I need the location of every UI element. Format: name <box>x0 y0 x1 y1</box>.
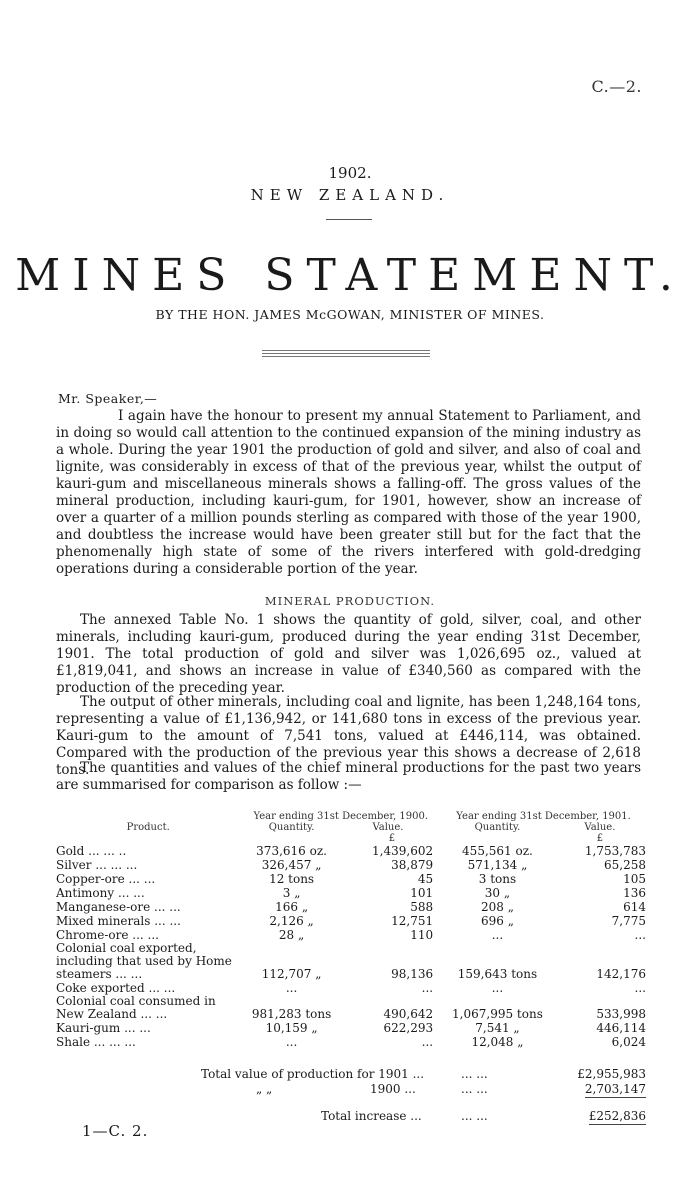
document-year: 1902. <box>328 164 372 182</box>
value-1901: 105 <box>623 872 646 886</box>
paragraph-text: I again have the honour to present my annual Statement to Parliament, and in doing so would call attention to the continued expansion of the mining industry as a whole. During the year 1901 the production of gold and silver, and also of coal and lignite, was considerably in excess of that of the previous year, whilst the output of kauri-gum and miscellaneous minerals shows a falling-off. The gross values of the mineral production, including kauri-gum, for 1901, however, show an increase of over a quarter of a million pounds sterling as compared with those of the year 1900, and doubtless the increase would have been greater still but for the fact that the phenomenally high state of some of the rivers interfered with gold-dredging operations during a considerable portion of the year. <box>56 408 641 577</box>
quantity-1900: 112,707 „ <box>261 967 322 981</box>
table-row <box>56 886 646 900</box>
section-heading: MINERAL PRODUCTION. <box>264 594 436 608</box>
product-name: Colonial coal exported, including that used by Home steamers ... ... <box>56 941 232 981</box>
quantity-1900: 3 „ <box>282 886 301 900</box>
table-row <box>56 914 646 928</box>
document-reference: C.—2. <box>591 77 642 96</box>
currency-symbol: £ <box>388 833 396 844</box>
table-body <box>56 844 646 1049</box>
quantity-1901: 696 „ <box>480 914 514 928</box>
country-heading: NEW ZEALAND. <box>250 186 450 204</box>
product-name: Manganese-ore ... ... <box>56 900 181 914</box>
quantity-1900: ... <box>285 981 298 995</box>
table-row <box>56 844 646 858</box>
table-row <box>56 900 646 914</box>
quantity-1900: 10,159 „ <box>265 1021 318 1035</box>
quantity-1900: 166 „ <box>275 900 309 914</box>
paragraph-text: The quantities and values of the chief mineral productions for the past two years are summarised for comparison as follow :— <box>56 760 641 793</box>
value-1901: 614 <box>623 900 646 914</box>
quantity-1901: 455,561 oz. <box>462 844 533 858</box>
product-name: Coke exported ... ... <box>56 981 176 995</box>
byline: BY THE HON. JAMES McGOWAN, MINISTER OF MINES. <box>155 307 545 322</box>
total-increase-label: Total increase ... <box>321 1109 422 1123</box>
product-name: Antimony ... ... <box>56 886 145 900</box>
quantity-1900: 981,283 tons <box>251 1007 332 1021</box>
product-name: Silver ... ... ... <box>56 858 138 872</box>
table-row <box>56 981 646 995</box>
quantity-1901: 571,134 „ <box>467 858 528 872</box>
table-row <box>56 1021 646 1035</box>
value-1901: 6,024 <box>611 1035 646 1049</box>
value-1900: 588 <box>410 900 434 914</box>
quantity-1901: 159,643 tons <box>457 967 538 981</box>
col-header-quantity-1900: Quantity. <box>268 822 315 833</box>
product-name: Gold ... ... .. <box>56 844 127 858</box>
quantity-1901: ... <box>491 928 504 942</box>
paragraph-summary <box>56 760 641 794</box>
value-1901: ... <box>634 981 646 995</box>
ditto-marks: „ „ <box>256 1082 273 1096</box>
value-1901: 142,176 <box>596 967 646 981</box>
quantity-1900: 326,457 „ <box>261 858 322 872</box>
currency-symbol: £ <box>596 833 604 844</box>
value-1901: 533,998 <box>596 1007 646 1021</box>
product-name: Mixed minerals ... ... <box>56 914 181 928</box>
page-signature: 1—C. 2. <box>82 1122 149 1140</box>
total-1900-value: 2,703,147 <box>584 1082 646 1096</box>
table-currency-row <box>56 833 646 844</box>
value-1900: 622,293 <box>383 1021 434 1035</box>
paragraph-production <box>56 612 641 697</box>
paragraph-intro <box>56 408 641 578</box>
quantity-1901: 30 „ <box>484 886 511 900</box>
total-increase-value: £252,836 <box>588 1109 646 1123</box>
quantity-1900: 2,126 „ <box>269 914 314 928</box>
col-header-product: Product. <box>126 822 170 833</box>
value-1901: ... <box>634 928 646 942</box>
table-column-header <box>56 822 646 833</box>
col-header-value-1900: Value. <box>372 822 404 833</box>
table-row <box>56 995 646 1021</box>
salutation: Mr. Speaker,— <box>58 391 158 406</box>
table-group-header <box>56 811 646 822</box>
product-name: Colonial coal consumed in New Zealand ... ... <box>56 994 216 1021</box>
total-increase-dots: ... ... <box>461 1109 488 1123</box>
total-1901-value: £2,955,983 <box>577 1067 646 1081</box>
page-title: MINES STATEMENT. <box>15 250 685 301</box>
paragraph-text: The output of other minerals, including coal and lignite, has been 1,248,164 tons, representing a value of £1,136,942, or 141,680 tons in excess of the previous year. Kauri-gum to the amount of 7,541 tons, valued at £446,114, was obtained. Compared with the production of the previous year this shows a decrease of 2,618 tons. <box>56 694 641 778</box>
product-name: Copper-ore ... ... <box>56 872 156 886</box>
paragraph-text: The annexed Table No. 1 shows the quantity of gold, silver, coal, and other minerals, including kauri-gum, produced during the year ending 31st December, 1901. The total production of gold and silver was 1,026,695 oz., valued at £1,819,041, and shows an increase in value of £340,560 as compared with the production of the preceding year. <box>56 612 641 696</box>
table-row <box>56 942 646 981</box>
table-row <box>56 1035 646 1049</box>
col-header-value-1901: Value. <box>584 822 616 833</box>
col-header-quantity-1901: Quantity. <box>474 822 521 833</box>
value-1900: 38,879 <box>391 858 434 872</box>
quantity-1901: 208 „ <box>480 900 514 914</box>
product-name: Kauri-gum ... ... <box>56 1021 151 1035</box>
table-row <box>56 928 646 942</box>
short-rule <box>326 219 372 220</box>
group-header-1900: Year ending 31st December, 1900. <box>253 811 429 822</box>
quantity-1901: 12,048 „ <box>471 1035 524 1049</box>
value-1900: 98,136 <box>391 967 434 981</box>
value-1901: 446,114 <box>596 1021 646 1035</box>
ornamental-rule <box>262 350 430 358</box>
table-row <box>56 858 646 872</box>
total-1901-dots: ... ... <box>461 1067 488 1081</box>
value-1901: 1,753,783 <box>584 844 646 858</box>
total-1901-label: Total value of production for 1901 ... <box>201 1067 425 1081</box>
total-1900-dots: ... ... <box>461 1082 488 1096</box>
value-1901: 136 <box>623 886 646 900</box>
quantity-1900: 373,616 oz. <box>256 844 327 858</box>
quantity-1901: ... <box>491 981 504 995</box>
value-1900: ... <box>421 981 434 995</box>
value-1900: 1,439,602 <box>372 844 434 858</box>
quantity-1900: 28 „ <box>278 928 305 942</box>
value-1900: 490,642 <box>383 1007 434 1021</box>
quantity-1901: 1,067,995 tons <box>452 1007 543 1021</box>
total-1900-label: 1900 ... <box>370 1082 416 1096</box>
mineral-production-table <box>56 811 646 1049</box>
product-name: Chrome-ore ... ... <box>56 928 159 942</box>
value-1901: 65,258 <box>604 858 646 872</box>
value-1900: 101 <box>410 886 434 900</box>
quantity-1901: 3 tons <box>478 872 517 886</box>
quantity-1901: 7,541 „ <box>475 1021 520 1035</box>
quantity-1900: 12 tons <box>269 872 315 886</box>
value-1900: ... <box>421 1035 434 1049</box>
product-name: Shale ... ... ... <box>56 1035 136 1049</box>
table-row <box>56 872 646 886</box>
value-1900: 110 <box>410 928 434 942</box>
value-1900: 12,751 <box>391 914 434 928</box>
quantity-1900: ... <box>285 1035 298 1049</box>
group-header-1901: Year ending 31st December, 1901. <box>456 811 631 822</box>
value-1901: 7,775 <box>611 914 646 928</box>
value-1900: 45 <box>417 872 434 886</box>
